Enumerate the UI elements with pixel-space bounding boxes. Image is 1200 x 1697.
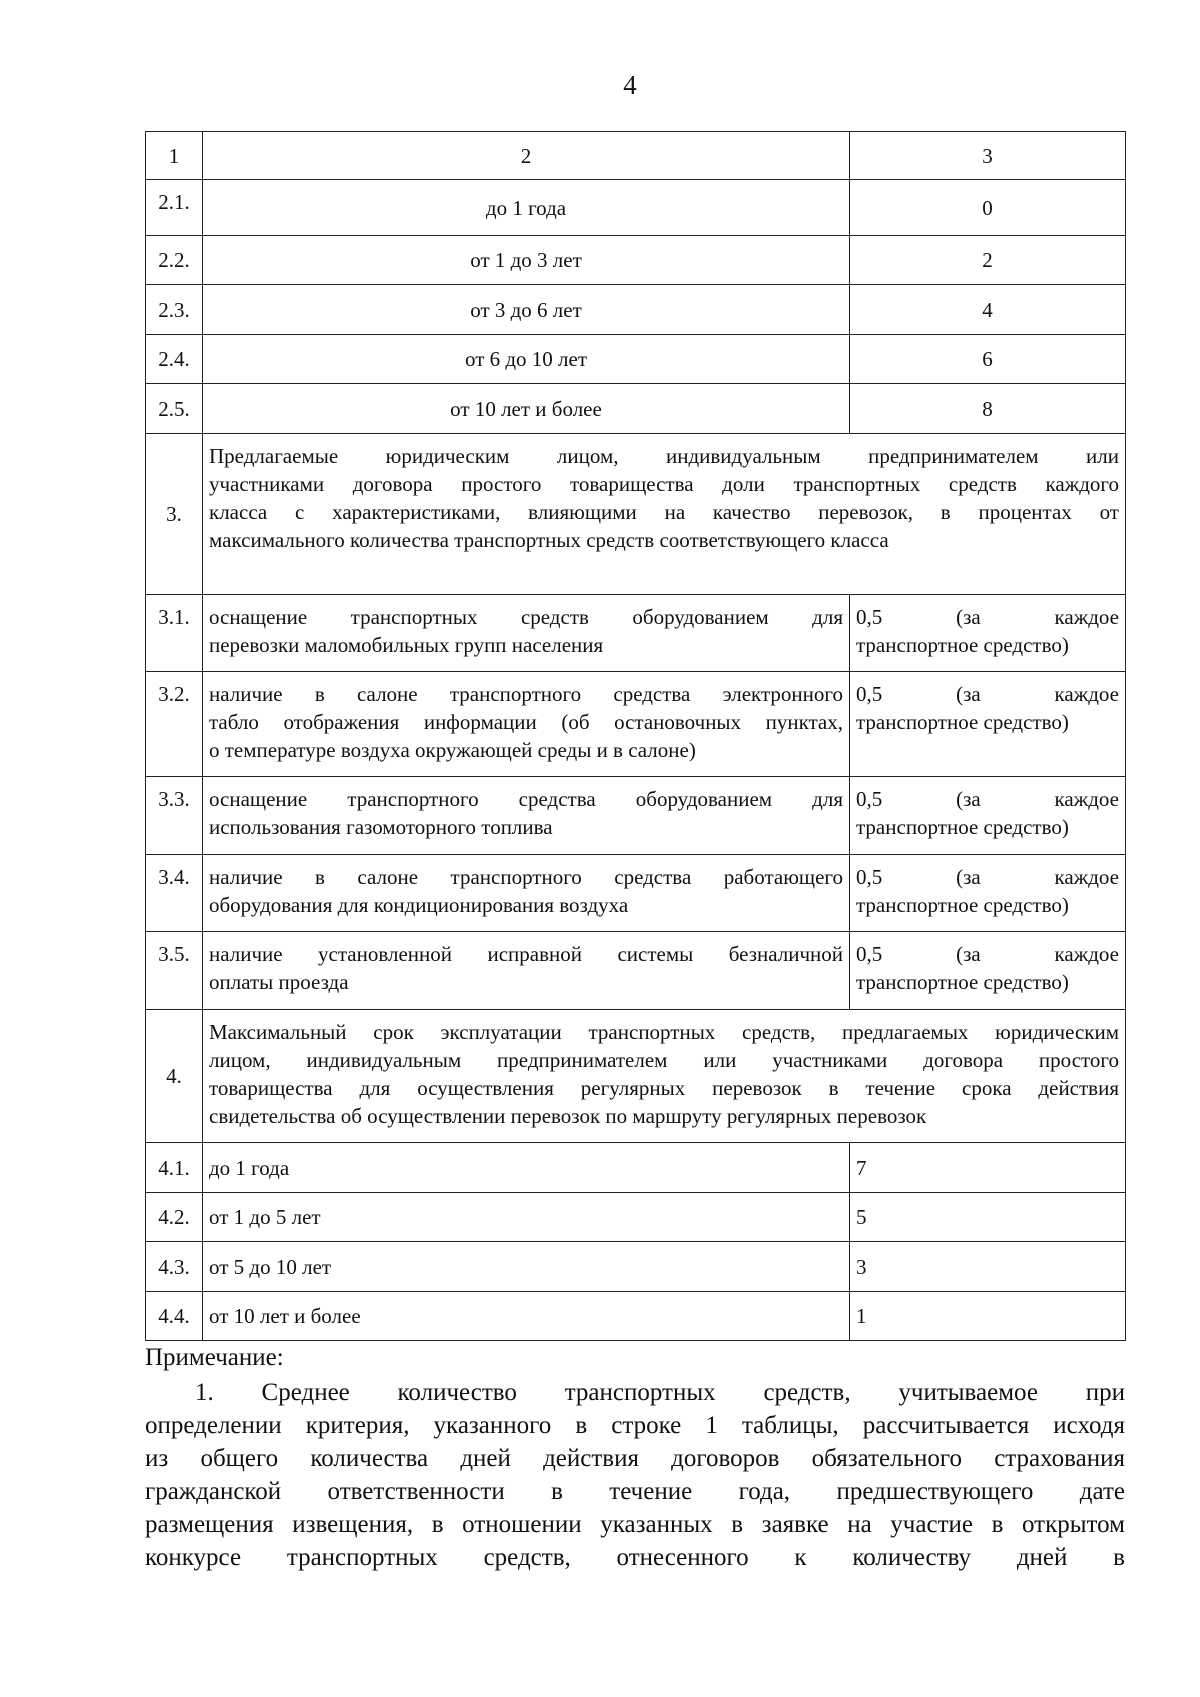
table-row <box>146 285 1126 335</box>
table-row <box>146 335 1126 384</box>
table-row <box>146 1193 1126 1242</box>
row-text <box>203 777 850 855</box>
note-paragraph <box>145 1376 1125 1574</box>
row-text: от 1 до 3 лет <box>203 236 850 285</box>
section-heading-line: лицом, индивидуальным предпринимателем или участниками договора простого <box>209 1048 1119 1072</box>
row-number: 4.4. <box>146 1292 203 1341</box>
section-row <box>146 434 1126 595</box>
section-number: 3. <box>146 434 203 595</box>
row-value-line: транспортное средство) <box>856 710 1069 734</box>
criteria-table <box>145 131 1126 1341</box>
row-text: от 6 до 10 лет <box>203 335 850 384</box>
section-heading-line: участниками договора простого товарищества доли транспортных средств каждого <box>209 472 1119 496</box>
table-row <box>146 384 1126 434</box>
row-text-line: о температуре воздуха окружающей среды и в салоне) <box>209 738 696 762</box>
row-number: 2.4. <box>146 335 203 384</box>
row-text: от 5 до 10 лет <box>203 1242 850 1292</box>
row-number: 2.5. <box>146 384 203 434</box>
row-text-line: оснащение транспортного средства оборудованием для <box>209 787 843 811</box>
row-text: от 1 до 5 лет <box>203 1193 850 1242</box>
row-value-line: транспортное средство) <box>856 815 1069 839</box>
row-value-line: 0,5 (за каждое <box>856 865 1119 889</box>
row-text-line: наличие установленной исправной системы безналичной <box>209 942 843 966</box>
row-text-line: наличие в салоне транспортного средства электронного <box>209 682 843 706</box>
row-value: 0 <box>850 180 1126 236</box>
table-row <box>146 855 1126 932</box>
row-text <box>203 932 850 1010</box>
row-text <box>203 595 850 672</box>
row-value-line: транспортное средство) <box>856 893 1069 917</box>
row-value <box>850 777 1126 855</box>
table-row <box>146 1143 1126 1193</box>
row-value: 2 <box>850 236 1126 285</box>
row-number: 3.4. <box>146 855 203 932</box>
row-value-line: 0,5 (за каждое <box>856 682 1119 706</box>
note-line: определении критерия, указанного в строке 1 таблицы, рассчитывается исходя <box>145 1412 1125 1439</box>
row-value: 7 <box>850 1143 1126 1193</box>
row-value: 1 <box>850 1292 1126 1341</box>
note-line: конкурсе транспортных средств, отнесенного к количеству дней в <box>145 1544 1125 1571</box>
row-text-line: оборудования для кондиционирования воздуха <box>209 893 629 917</box>
row-number: 3.3. <box>146 777 203 855</box>
note-line: из общего количества дней действия договоров обязательного страхования <box>145 1445 1125 1472</box>
table-row <box>146 236 1126 285</box>
row-value-line: транспортное средство) <box>856 633 1069 657</box>
header-cell: 3 <box>850 132 1126 180</box>
table-row <box>146 672 1126 777</box>
table-row <box>146 180 1126 236</box>
row-number: 2.1. <box>146 180 203 236</box>
row-value-line: транспортное средство) <box>856 970 1069 994</box>
section-heading-line: Предлагаемые юридическим лицом, индивидуальным предпринимателем или <box>209 444 1119 468</box>
row-text <box>203 672 850 777</box>
note-line: гражданской ответственности в течение года, предшествующего дате <box>145 1478 1125 1505</box>
table-row <box>146 932 1126 1010</box>
table-row <box>146 595 1126 672</box>
section-heading <box>203 434 1126 595</box>
page-number: 4 <box>623 70 637 100</box>
section-heading-line: класса с характеристиками, влияющими на качество перевозок, в процентах от <box>209 500 1119 524</box>
row-value-line: 0,5 (за каждое <box>856 605 1119 629</box>
row-value <box>850 595 1126 672</box>
section-heading-line: Максимальный срок эксплуатации транспортных средств, предлагаемых юридическим <box>209 1020 1119 1044</box>
row-number: 3.5. <box>146 932 203 1010</box>
section-heading-line: товарищества для осуществления регулярных перевозок в течение срока действия <box>209 1076 1119 1100</box>
row-value-line: 0,5 (за каждое <box>856 787 1119 811</box>
row-number: 4.2. <box>146 1193 203 1242</box>
row-number: 2.2. <box>146 236 203 285</box>
row-text: от 10 лет и более <box>203 1292 850 1341</box>
row-value: 8 <box>850 384 1126 434</box>
note-title: Примечание: <box>145 1344 284 1371</box>
row-text-line: оплаты проезда <box>209 970 349 994</box>
note-line: размещения извещения, в отношении указанных в заявке на участие в открытом <box>145 1511 1125 1538</box>
row-text: до 1 года <box>203 1143 850 1193</box>
section-heading-line: свидетельства об осуществлении перевозок по маршруту регулярных перевозок <box>209 1104 927 1128</box>
row-text <box>203 855 850 932</box>
row-number: 3.1. <box>146 595 203 672</box>
row-text-line: оснащение транспортных средств оборудованием для <box>209 605 843 629</box>
header-cell: 1 <box>146 132 203 180</box>
table-header-row <box>146 132 1126 180</box>
row-number: 2.3. <box>146 285 203 335</box>
row-number: 4.3. <box>146 1242 203 1292</box>
section-heading <box>203 1010 1126 1143</box>
row-value <box>850 855 1126 932</box>
row-value: 6 <box>850 335 1126 384</box>
row-text: до 1 года <box>203 180 850 236</box>
row-value <box>850 932 1126 1010</box>
table-row <box>146 1242 1126 1292</box>
row-number: 3.2. <box>146 672 203 777</box>
table-row <box>146 777 1126 855</box>
row-text: от 3 до 6 лет <box>203 285 850 335</box>
row-value: 3 <box>850 1242 1126 1292</box>
row-text-line: наличие в салоне транспортного средства работающего <box>209 865 843 889</box>
section-number: 4. <box>146 1010 203 1143</box>
row-text-line: использования газомоторного топлива <box>209 815 553 839</box>
row-value <box>850 672 1126 777</box>
row-text-line: перевозки маломобильных групп населения <box>209 633 604 657</box>
header-cell: 2 <box>203 132 850 180</box>
row-value: 5 <box>850 1193 1126 1242</box>
row-value: 4 <box>850 285 1126 335</box>
row-number: 4.1. <box>146 1143 203 1193</box>
note-line: 1. Среднее количество транспортных средств, учитываемое при <box>195 1379 1125 1406</box>
row-value-line: 0,5 (за каждое <box>856 942 1119 966</box>
row-text: от 10 лет и более <box>203 384 850 434</box>
row-text-line: табло отображения информации (об остановочных пунктах, <box>209 710 843 734</box>
section-heading-line: максимального количества транспортных средств соответствующего класса <box>209 528 889 552</box>
section-row <box>146 1010 1126 1143</box>
table-row <box>146 1292 1126 1341</box>
